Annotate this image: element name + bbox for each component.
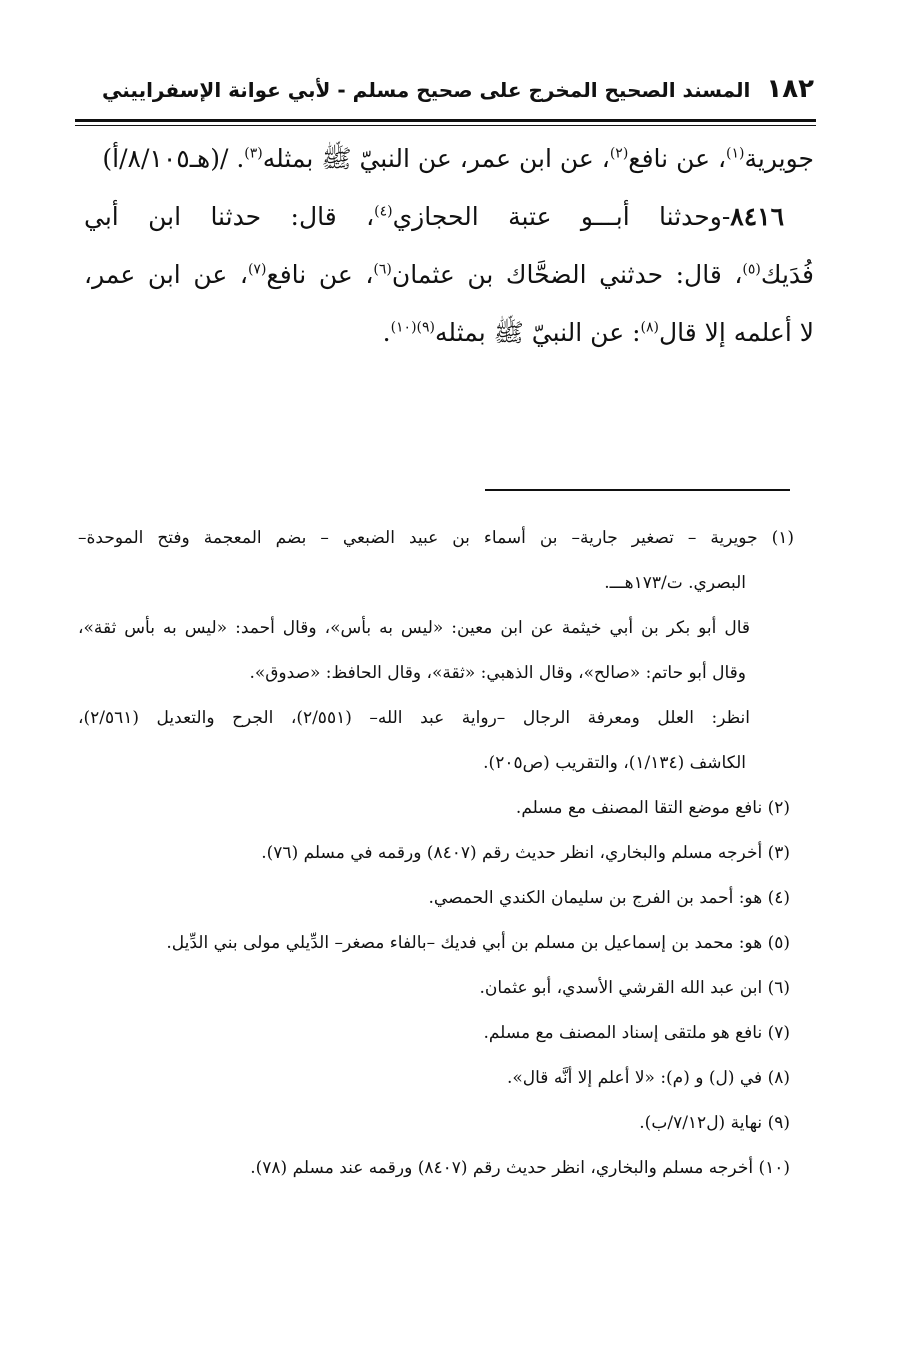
footnote-ref: (٢)	[609, 145, 629, 162]
running-title: المسند الصحيح المخرج على صحيح مسلم - لأبي عوانة الإسفراييني	[102, 78, 751, 102]
footnote-ref: (٤)	[374, 203, 393, 220]
footnote-1-line-5: انظر: العلل ومعرفة الرجال –رواية عبد الله– (٢/٥٥١)، الجرح والتعديل (٢/٥٦١)،	[78, 708, 750, 728]
footnote-1-line-1: (١) جويرية – تصغير جارية– بن أسماء بن عبيد الضبعي – بضم المعجمة وفتح الموحدة–	[78, 528, 794, 548]
footnote-6: (٦) ابن عبد الله القرشي الأسدي، أبو عثمان.	[479, 978, 790, 998]
text-run: ، قال: حدثني الضحَّاك بن عثمان	[391, 260, 743, 289]
header-rule-thick	[75, 119, 816, 122]
manuscript-folio-ref: . /(هـ٨/١٠٥/أ)	[102, 144, 245, 173]
text-run: ، عن نافع	[628, 144, 727, 173]
text-run: جويرية	[744, 144, 814, 173]
footnote-ref: (٩)(١٠)	[390, 319, 436, 336]
footnote-10: (١٠) أخرجه مسلم والبخاري، انظر حديث رقم (٨٤٠٧) ورقمه عند مسلم (٧٨).	[250, 1158, 790, 1178]
text-run: .	[382, 318, 391, 347]
text-run: : عن النبيّ ﷺ بمثله	[435, 318, 641, 347]
running-header	[94, 74, 814, 118]
body-line-1	[84, 130, 814, 188]
footnote-2: (٢) نافع موضع التقا المصنف مع مسلم.	[515, 798, 790, 818]
text-run: ، عن نافع	[266, 260, 374, 289]
footnote-ref: (١)	[726, 145, 745, 162]
body-line-4	[84, 304, 814, 362]
footnote-ref: (٣)	[244, 145, 263, 162]
footnote-ref: (٦)	[373, 261, 392, 278]
page-number: ١٨٢	[766, 74, 814, 104]
footnote-9: (٩) نهاية (ل٧/١٢/ب).	[639, 1113, 790, 1133]
footnote-8: (٨) في (ل) و (م): «لا أعلم إلا أنَّه قال».	[506, 1068, 790, 1088]
footnote-5: (٥) هو: محمد بن إسماعيل بن مسلم بن أبي فديك –بالفاء مصغر– الدِّيلي مولى بني الدِّيل.	[166, 933, 790, 953]
main-text	[84, 130, 814, 362]
body-line-2	[84, 188, 814, 246]
footnote-1-line-2: البصري. ت/١٧٣هـــ.	[604, 573, 746, 593]
header-rule-thin	[75, 125, 816, 126]
footnote-1-line-3: قال أبو بكر بن أبي خيثمة عن ابن معين: «ليس به بأس»، وقال أحمد: «ليس به بأس ثقة»،	[78, 618, 750, 638]
text-run: ، قال: حدثنا ابن أبي	[84, 202, 375, 231]
footnote-ref: (٧)	[247, 261, 267, 278]
footnotes	[78, 516, 794, 1191]
footnote-4: (٤) هو: أحمد بن الفرج بن سليمان الكندي الحمصي.	[428, 888, 790, 908]
body-line-3	[84, 246, 814, 304]
footnote-ref: (٨)	[640, 319, 659, 336]
text-run: -وحدثنا أبـــو عتبة الحجازي	[392, 202, 731, 231]
footnote-3: (٣) أخرجه مسلم والبخاري، انظر حديث رقم (٨٤٠٧) ورقمه في مسلم (٧٦).	[261, 843, 790, 863]
footnote-1-line-4: وقال أبو حاتم: «صالح»، وقال الذهبي: «ثقة»، وقال الحافظ: «صدوق».	[249, 663, 746, 683]
footnote-separator	[485, 489, 790, 491]
hadith-number: ٨٤١٦	[730, 202, 784, 231]
footnote-7: (٧) نافع هو ملتقى إسناد المصنف مع مسلم.	[483, 1023, 790, 1043]
text-run: لا أعلمه إلا قال	[658, 318, 814, 347]
text-run: ، عن ابن عمر،	[84, 260, 248, 289]
footnote-ref: (٥)	[742, 261, 761, 278]
footnote-1-line-6: الكاشف (١/١٣٤)، والتقريب (ص٢٠٥).	[483, 753, 746, 773]
text-run: ، عن ابن عمر، عن النبيّ ﷺ بمثله	[262, 144, 610, 173]
text-run: فُدَيك	[760, 260, 814, 289]
